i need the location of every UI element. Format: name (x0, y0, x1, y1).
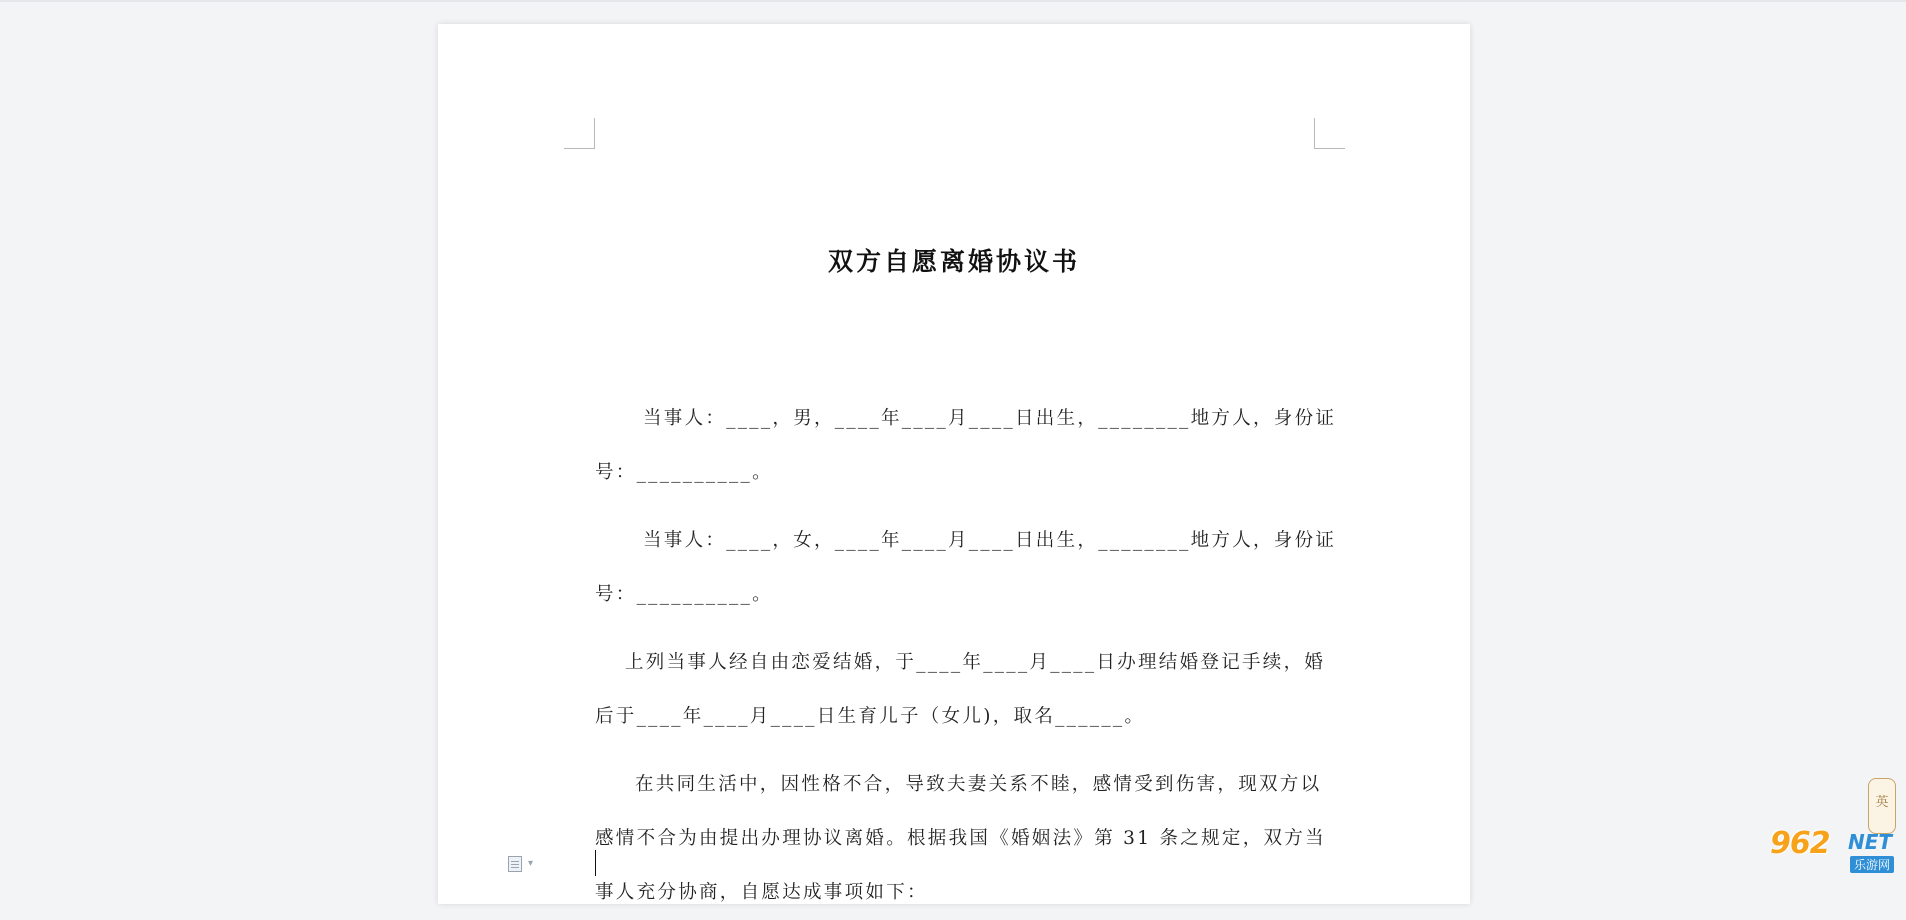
document-page[interactable] (438, 24, 1470, 904)
paragraph-line: 上列当事人经自由恋爱结婚，于____年____月____日办理结婚登记手续，婚 (625, 652, 1326, 673)
paragraph-line: 感情不合为由提出办理协议离婚。根据我国《婚姻法》第 31 条之规定，双方当 (595, 828, 1326, 849)
crop-mark-top-left (564, 118, 595, 149)
document-options-icon[interactable] (508, 856, 522, 872)
watermark-sub: 乐游网 (1850, 856, 1894, 873)
watermark-main: 962 (1770, 826, 1830, 861)
document-title: 双方自愿离婚协议书 (827, 247, 1080, 276)
paragraph-marriage (595, 636, 1326, 744)
site-watermark (1770, 826, 1906, 879)
watermark-net: NET (1848, 830, 1893, 854)
paragraph-line: 在共同生活中，因性格不合，导致夫妻关系不睦，感情受到伤害，现双方以 (635, 774, 1322, 795)
crop-mark-top-right (1314, 118, 1345, 149)
paragraph-line: 后于____年____月____日生育儿子（女儿)，取名______。 (595, 706, 1146, 727)
top-edge (0, 0, 1906, 2)
paragraph-line: 事人充分协商，自愿达成事项如下： (595, 882, 928, 903)
paragraph-line: 号：__________。 (595, 462, 773, 483)
paragraph-line: 当事人：____，男，____年____月____日出生，________地方人，身份证 (643, 408, 1337, 429)
chevron-down-icon[interactable]: ▾ (528, 858, 534, 869)
paragraph-party-female (595, 514, 1337, 622)
paragraph-line: 号：__________。 (595, 584, 773, 605)
text-cursor (595, 850, 596, 876)
ime-status-badge[interactable]: 英 (1868, 778, 1896, 834)
paragraph-line: 当事人：____，女，____年____月____日出生，________地方人，身份证 (643, 530, 1337, 551)
paragraph-reason (595, 758, 1326, 920)
paragraph-party-male (595, 392, 1337, 500)
